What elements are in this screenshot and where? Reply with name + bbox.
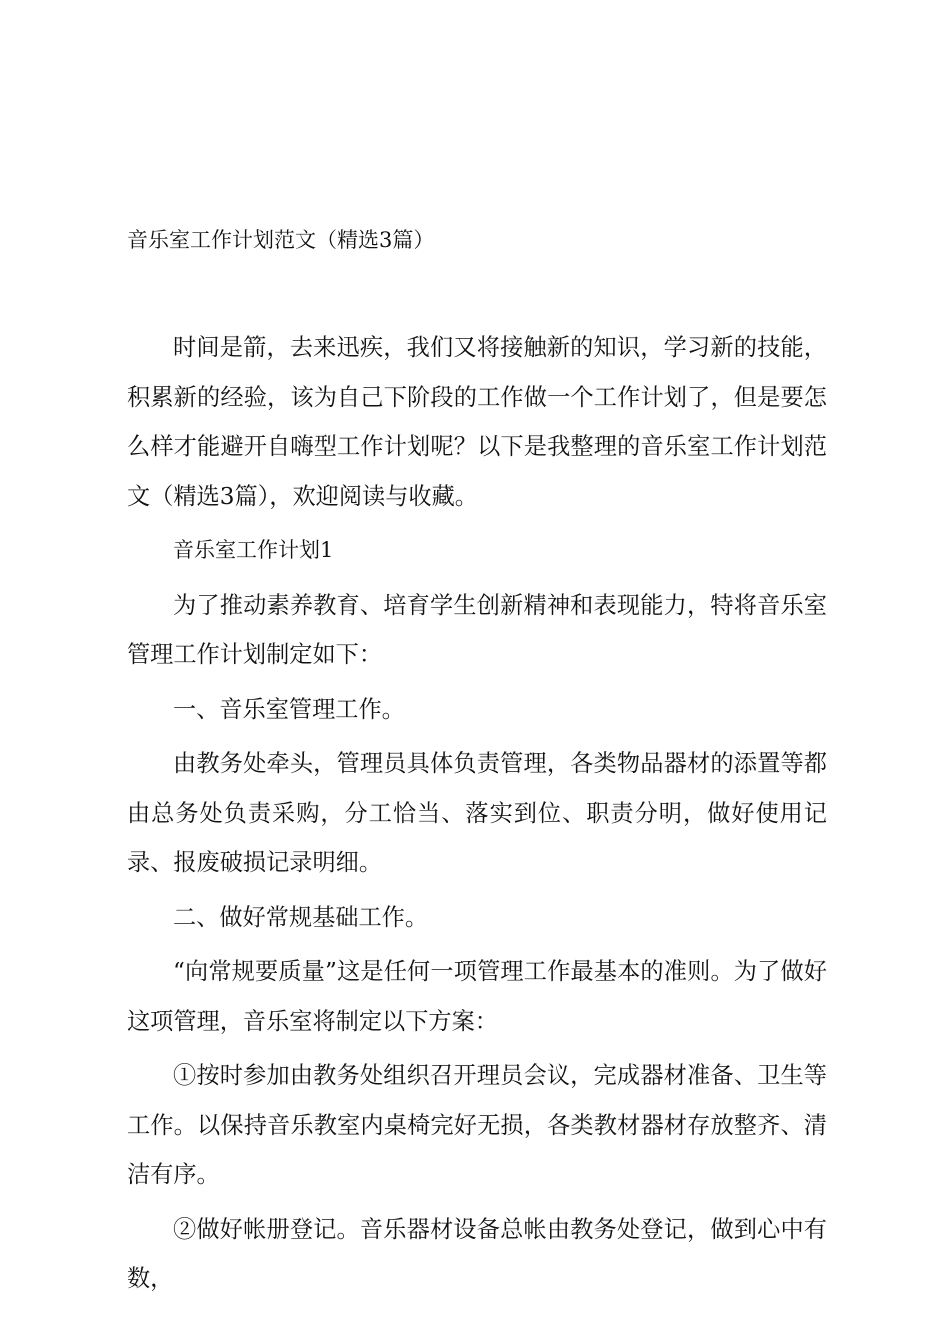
section-heading-management: 一、音乐室管理工作。	[173, 695, 405, 723]
paragraph-purpose: 为了推动素养教育、培育学生创新精神和表现能力，特将音乐室管理工作计划制定如下：	[127, 591, 827, 668]
document-body	[127, 323, 827, 1309]
paragraph-item-2: ②做好帐册登记。音乐器材设备总帐由教务处登记，做到心中有数，	[127, 1215, 827, 1292]
section-heading-routine: 二、做好常规基础工作。	[173, 903, 429, 931]
paragraph-management: 由教务处牵头，管理员具体负责管理，各类物品器材的添置等都由总务处负责采购，分工恰当、落实到位、职责分明，做好使用记录、报废破损记录明细。	[127, 750, 827, 876]
intro-paragraph: 时间是箭，去来迅疾，我们又将接触新的知识，学习新的技能，积累新的经验，该为自己下阶段的工作做一个工作计划了，但是要怎么样才能避开自嗨型工作计划呢？以下是我整理的音乐室工作计划范文（精选3篇），欢迎阅读与收藏。	[127, 334, 827, 510]
paragraph-quality: “向常规要质量”这是任何一项管理工作最基本的准则。为了做好这项管理，音乐室将制定以下方案：	[127, 958, 827, 1035]
paragraph-item-1: ①按时参加由教务处组织召开理员会议，完成器材准备、卫生等工作。以保持音乐教室内桌椅完好无损，各类教材器材存放整齐、清洁有序。	[127, 1062, 827, 1188]
document-title: 音乐室工作计划范文（精选3篇）	[127, 228, 435, 252]
section-heading-plan-1: 音乐室工作计划1	[173, 538, 334, 562]
